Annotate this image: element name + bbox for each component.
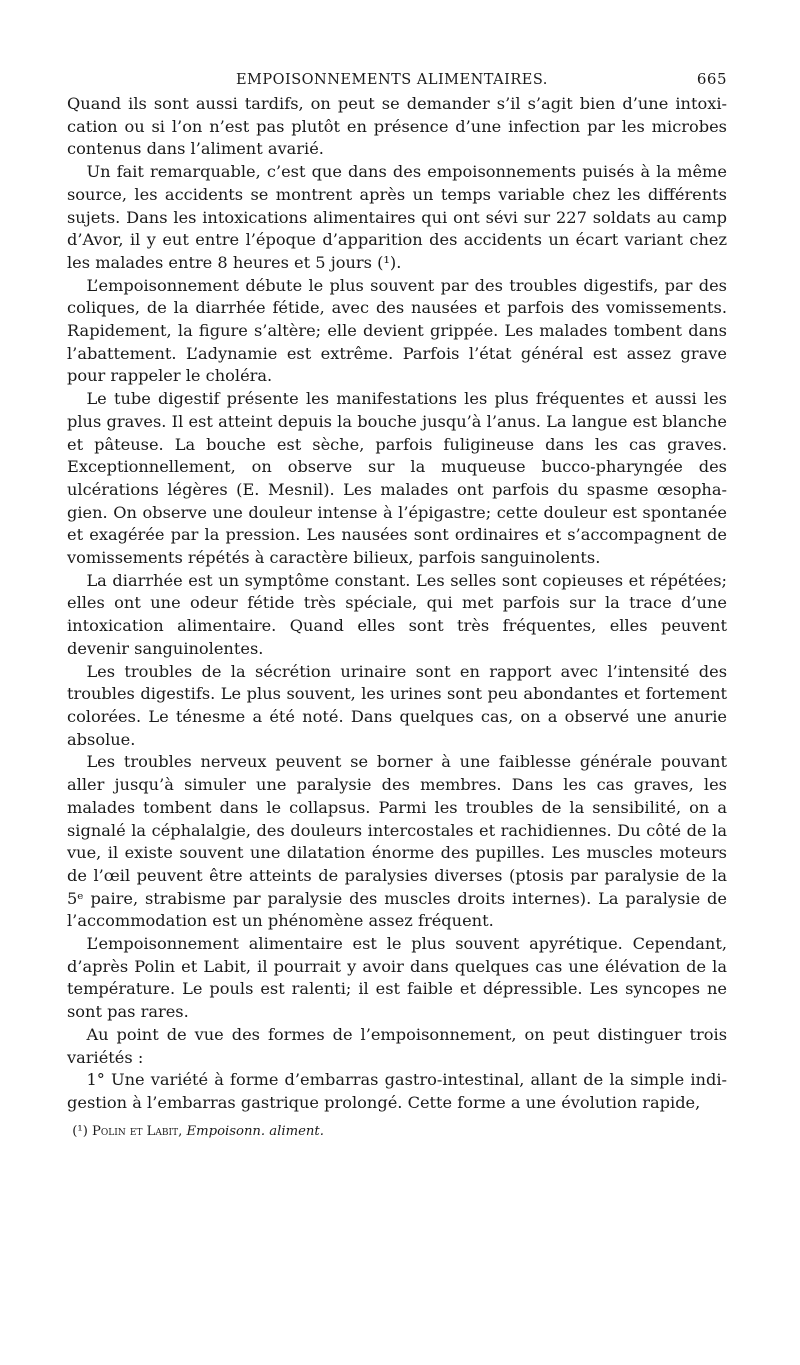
- paragraph: L’empoisonnement alimentaire est le plus souvent apyrétique. Cependant, d’après Polin et Labit, il pourrait y avoir dans quelques cas une élévation de la température. Le pouls est ralenti; il est faible et dépressible. Les syncopes ne sont pas rares.: [67, 934, 727, 1022]
- body-text: [67, 93, 727, 1115]
- paragraph: Un fait remarquable, c’est que dans des empoisonnements puisés à la même source, les accidents se montrent après un temps variable chez les différents sujets. Dans les intoxications alimentaires qui ont sévi sur 227 soldats au camp d’Avor, il y eut entre l’époque d’apparition des accidents un écart variant chez les malades entre 8 heures et 5 jours (¹).: [67, 162, 727, 272]
- paragraph: La diarrhée est un symptôme constant. Les selles sont copieuses et répétées; elles ont une odeur fétide très spéciale, qui met parfois sur la trace d’une intoxication alimentaire. Quand elles sont très fréquentes, elles peuvent devenir sanguinolentes.: [67, 570, 727, 658]
- running-head-title: EMPOISONNEMENTS ALIMENTAIRES.: [235, 72, 548, 88]
- paragraph: Au point de vue des formes de l’empoisonnement, on peut distinguer trois variétés :: [67, 1024, 727, 1067]
- page-number: 665: [696, 70, 727, 88]
- footnote: [67, 1123, 727, 1140]
- paragraph: Quand ils sont aussi tardifs, on peut se demander s’il s’agit bien d’une intoxication ou si l’on n’est pas plutôt en présence d’une infection par les microbes contenus dans l’aliment avarié.: [67, 94, 727, 159]
- paragraph: Le tube digestif présente les manifestations les plus fréquentes et aussi les plus graves. Il est atteint depuis la bouche jusqu’à l’anus. La langue est blanche et pâteuse. La bouche est sèche, parfois fuligineuse dans les cas graves. Exceptionnellement, on observe sur la muqueuse bucco-pharyngée des ulcérations légères (E. Mesnil). Les malades ont parfois du spasme œsophagien. On observe une douleur intense à l’épigastre; cette douleur est spontanée et exagérée par la pression. Les nausées sont ordinaires et s’accompagnent de vomissements répétés à caractère bilieux, parfois sanguinolents.: [67, 389, 727, 568]
- paragraph: Les troubles nerveux peuvent se borner à une faiblesse générale pouvant aller jusqu’à simuler une paralysie des membres. Dans les cas graves, les malades tombent dans le collapsus. Parmi les troubles de la sensibilité, on a signalé la céphalalgie, des douleurs intercostales et rachidiennes. Du côté de la vue, il existe souvent une dilatation énorme des pupilles. Les muscles moteurs de l’œil peuvent être atteints de paralysies diverses (ptosis par paralysie de la 5ᵉ paire, strabisme par paralysie des muscles droits internes). La paralysie de l’accommodation est un phénomène assez fréquent.: [67, 752, 727, 931]
- running-head: [67, 70, 727, 88]
- footnote-marker: (¹): [72, 1123, 88, 1139]
- footnote-work: Empoisonn. aliment.: [186, 1123, 324, 1139]
- paragraph: Les troubles de la sécrétion urinaire sont en rapport avec l’intensité des troubles digestifs. Le plus souvent, les urines sont peu abondantes et fortement colorées. Le ténesme a été noté. Dans quelques cas, on a observé une anurie absolue.: [67, 661, 727, 749]
- footnote-authors: Polin et Labit,: [92, 1123, 183, 1139]
- book-page: [67, 70, 727, 1140]
- paragraph: L’empoisonnement débute le plus souvent par des troubles digestifs, par des coliques, de la diarrhée fétide, avec des nausées et parfois des vomissements. Rapidement, la figure s’altère; elle devient grippée. Les malades tombent dans l’abattement. L’adynamie est extrême. Parfois l’état général est assez grave pour rappeler le choléra.: [67, 275, 727, 386]
- paragraph: 1° Une variété à forme d’embarras gastro-intestinal, allant de la simple indigestion à l’embarras gastrique prolongé. Cette forme a une évolution rapide,: [67, 1070, 727, 1112]
